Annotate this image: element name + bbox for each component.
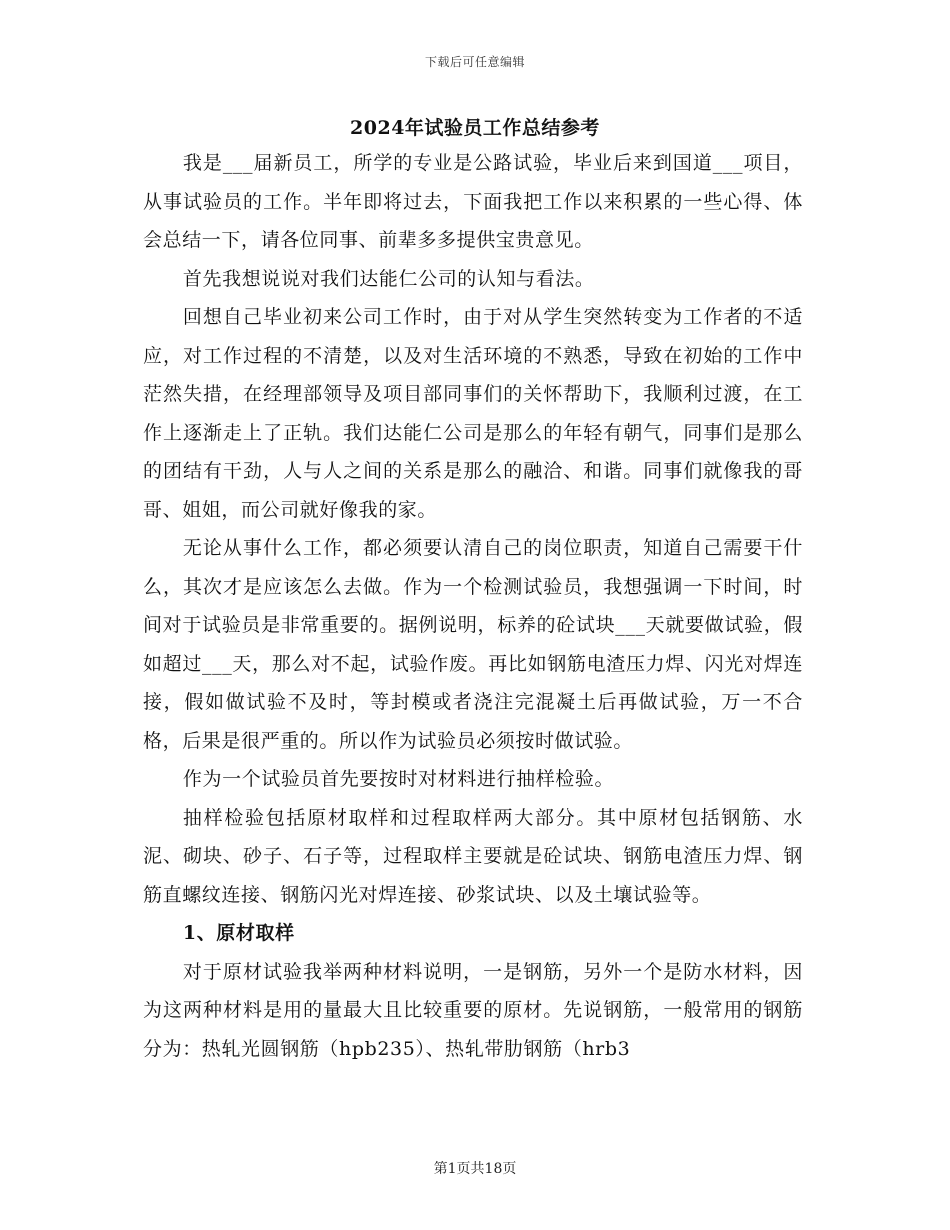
paragraph-sampling-intro: 作为一个试验员首先要按时对材料进行抽样检验。 [182,768,615,790]
document-body [143,144,803,1068]
header-note: 下载后可任意编辑 [424,55,525,69]
page-footer: 第1页共18页 [433,1161,517,1177]
paragraph-intro: 我是___届新员工，所学的专业是公路试验，毕业后来到国道___项目，从事试验员的工作。半年即将过去，下面我把工作以来积累的一些心得、体会总结一下，请各位同事、前辈多多提供宝贵意见。 [143,152,803,251]
paragraph-raw-material: 对于原材试验我举两种材料说明，一是钢筋，另外一个是防水材料，因为这两种材料是用的量最大且比较重要的原材。先说钢筋，一般常用的钢筋分为：热轧光圆钢筋（hpb235）、热轧带肋钢筋（hrb3 [143,960,803,1060]
document-title: 2024年试验员工作总结参考 [350,117,600,139]
paragraph-recollection: 回想自己毕业初来公司工作时，由于对从学生突然转变为工作者的不适应，对工作过程的不清楚，以及对生活环境的不熟悉，导致在初始的工作中茫然失措，在经理部领导及项目部同事们的关怀帮助下，我顺利过渡，在工作上逐渐走上了正轨。我们达能仁公司是那么的年轻有朝气，同事们是那么的团结有干劲，人与人之间的关系是那么的融洽、和谐。同事们就像我的哥哥、姐姐，而公司就好像我的家。 [143,306,803,521]
paragraph-sampling-detail: 抽样检验包括原材取样和过程取样两大部分。其中原材包括钢筋、水泥、砌块、砂子、石子等，过程取样主要就是砼试块、钢筋电渣压力焊、钢筋直螺纹连接、钢筋闪光对焊连接、砂浆试块、以及土壤试验等。 [143,806,803,906]
paragraph-duties: 无论从事什么工作，都必须要认清自己的岗位职责，知道自己需要干什么，其次才是应该怎么去做。作为一个检测试验员，我想强调一下时间，时间对于试验员是非常重要的。据例说明，标养的砼试块___天就要做试验，假如超过___天，那么对不起，试验作废。再比如钢筋电渣压力焊、闪光对焊连接，假如做试验不及时，等封模或者浇注完混凝土后再做试验，万一不合格，后果是很严重的。所以作为试验员必须按时做试验。 [143,537,803,752]
paragraph-company-view: 首先我想说说对我们达能仁公司的认知与看法。 [182,267,595,290]
section-heading: 1、原材取样 [182,922,295,944]
